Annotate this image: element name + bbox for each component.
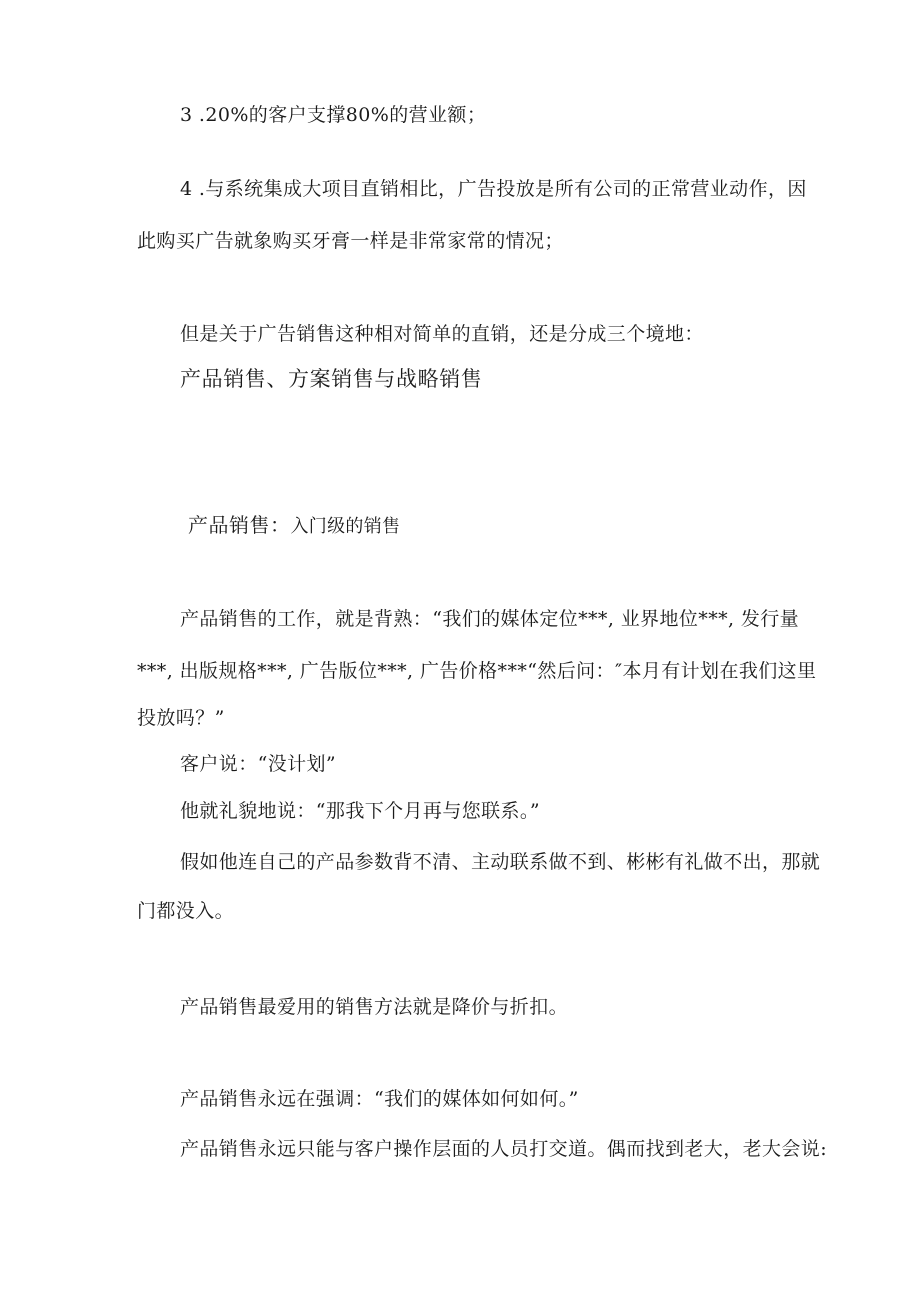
paragraph-line: 产品销售的工作，就是背熟：“我们的媒体定位***, 业界地位***, 发行量 [180, 608, 800, 630]
paragraph-line: 假如他连自己的产品参数背不清、主动联系做不到、彬彬有礼做不出，那就 [180, 851, 821, 873]
paragraph-line: 产品销售永远只能与客户操作层面的人员打交道。偶而找到老大，老大会说: [180, 1138, 828, 1160]
paragraph-line: ***, 出版规格***, 广告版位***, 广告价格***“然后问：″本月有计划在我们这里 [137, 660, 817, 682]
paragraph-line: 投放吗？” [137, 707, 225, 729]
subsection-heading [188, 513, 400, 539]
list-item-4-line-2: 此购买广告就象购买牙膏一样是非常家常的情况； [137, 230, 564, 252]
paragraph-line: 产品销售永远在强调：“我们的媒体如何如何。” [180, 1088, 579, 1110]
subsection-heading-subtitle: 入门级的销售 [290, 516, 401, 537]
paragraph-line: 他就礼貌地说：“那我下个月再与您联系。” [180, 800, 540, 822]
intro-paragraph: 但是关于广告销售这种相对简单的直销，还是分成三个境地： [180, 323, 704, 345]
paragraph-line: 客户说：“没计划” [180, 753, 337, 775]
section-heading: 产品销售、方案销售与战略销售 [180, 367, 483, 391]
list-item-3: 3 .20%的客户支撑80%的营业额； [180, 104, 487, 126]
list-item-4-line-1: 4 .与系统集成大项目直销相比，广告投放是所有公司的正常营业动作，因 [180, 178, 807, 200]
subsection-heading-label: 产品销售： [188, 513, 291, 537]
paragraph-line: 产品销售最爱用的销售方法就是降价与折扣。 [180, 996, 569, 1018]
paragraph-line: 门都没入。 [137, 900, 235, 922]
